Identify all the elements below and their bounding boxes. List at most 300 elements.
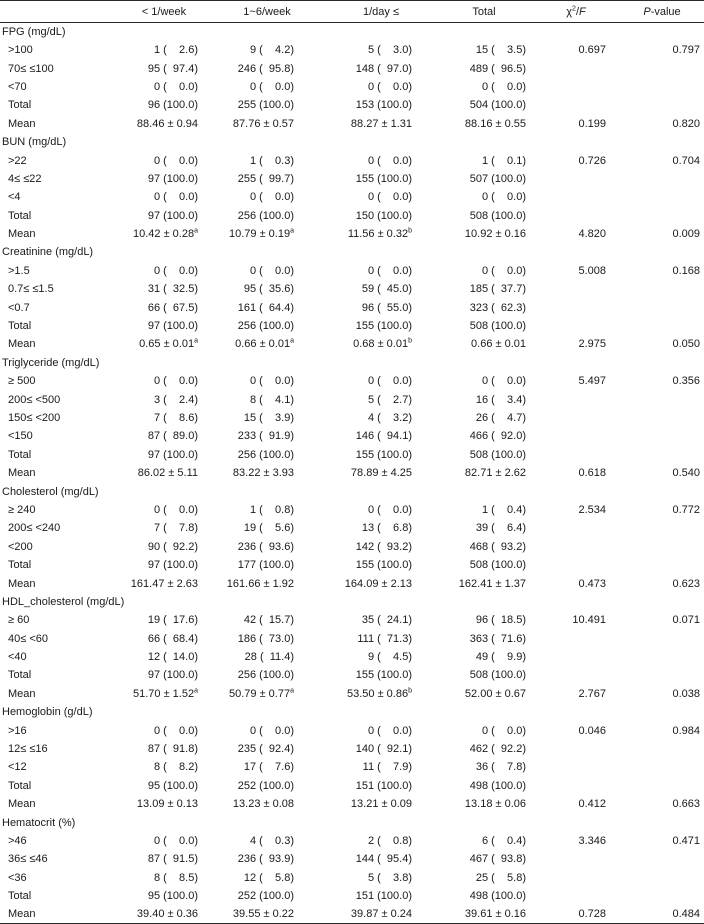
cell-value: 17 ( 7.6) — [243, 761, 294, 774]
table-row — [0, 317, 704, 335]
cell-col-6 — [620, 262, 704, 280]
cell-value: 82.71 ± 2.62 — [464, 467, 526, 480]
cell-value: 155 (100.0) — [355, 172, 412, 185]
cell-col-5 — [532, 317, 620, 335]
row-label: 70≤ ≤100 — [8, 62, 54, 75]
row-label: >1.5 — [8, 264, 30, 277]
cell-col-5 — [532, 574, 620, 592]
cell-col-6 — [620, 59, 704, 77]
cell-value: 0 ( 0.0) — [367, 375, 412, 388]
cell-col-1 — [120, 795, 208, 813]
cell-value: 186 ( 73.0) — [237, 632, 294, 645]
cell-value: 0.540 — [672, 467, 700, 480]
cell-col-3 — [326, 611, 436, 629]
cell-col-3 — [326, 519, 436, 537]
cell-value: 0.071 — [672, 614, 700, 627]
cell-value: 95 (100.0) — [147, 779, 198, 792]
cell-col-2 — [208, 298, 326, 316]
cell-value: 39.40 ± 0.36 — [136, 908, 198, 921]
table-row — [0, 611, 704, 629]
cell-value: 323 ( 62.3) — [469, 301, 526, 314]
cell-col-3 — [326, 427, 436, 445]
cell-col-1 — [120, 390, 208, 408]
cell-value: 0.412 — [578, 798, 606, 811]
cell-value: 4 ( 3.2) — [367, 412, 412, 424]
row-label: >22 — [8, 154, 27, 167]
cell-value: 508 (100.0) — [469, 320, 526, 333]
table-row — [0, 850, 704, 868]
cell-value: 5.008 — [578, 264, 606, 277]
cell-value: 19 ( 5.6) — [243, 522, 294, 535]
cell-col-3 — [326, 666, 436, 684]
cell-col-6 — [620, 832, 704, 850]
cell-col-6 — [620, 298, 704, 316]
cell-col-4 — [436, 740, 532, 758]
table-row — [0, 574, 704, 592]
cell-col-2 — [208, 96, 326, 114]
cell-value: 39.55 ± 0.22 — [232, 908, 294, 921]
row-label: >100 — [8, 44, 33, 57]
cell-col-3 — [326, 832, 436, 850]
cell-col-2 — [208, 335, 326, 353]
cell-value: 0 ( 0.0) — [481, 375, 526, 388]
group-superscript: b — [408, 687, 412, 695]
table-row — [0, 648, 704, 666]
cell-value: 0.623 — [672, 577, 700, 590]
cell-value: 0 ( 0.0) — [249, 191, 294, 204]
cell-col-3 — [326, 170, 436, 188]
cell-value: 0.473 — [578, 577, 606, 590]
cell-value: 66 ( 67.5) — [147, 301, 198, 314]
row-label: 4≤ ≤22 — [8, 172, 42, 185]
cell-col-3 — [326, 758, 436, 776]
cell-value: 151 (100.0) — [355, 890, 412, 903]
cell-value: 146 ( 94.1) — [355, 430, 412, 443]
cell-value: 97 (100.0) — [147, 448, 198, 461]
cell-col-2 — [208, 538, 326, 556]
cell-value: 161.66 ± 1.92 — [226, 577, 294, 590]
table-row — [0, 538, 704, 556]
cell-col-2 — [208, 280, 326, 298]
cell-value: 0.66 ± 0.01 — [471, 338, 526, 351]
cell-col-6 — [620, 78, 704, 96]
chi-superscript: 2 — [572, 4, 576, 12]
cell-value: 246 ( 95.8) — [237, 62, 294, 75]
header-chi-square-f — [532, 1, 620, 23]
row-label: >16 — [8, 724, 27, 737]
cell-col-6 — [620, 556, 704, 574]
cell-value: 0.728 — [578, 908, 606, 921]
cell-col-5 — [532, 170, 620, 188]
cell-col-4 — [436, 427, 532, 445]
section-row — [0, 354, 704, 372]
cell-value: 462 ( 92.2) — [469, 743, 526, 756]
cell-col-5 — [532, 41, 620, 59]
table-row — [0, 869, 704, 887]
cell-value: 155 (100.0) — [355, 559, 412, 572]
cell-col-6 — [620, 685, 704, 703]
cell-value: 0.68 ± 0.01 — [353, 338, 409, 351]
cell-value: 88.46 ± 0.94 — [136, 117, 198, 130]
table-row — [0, 115, 704, 133]
cell-value: 111 ( 71.3) — [357, 632, 412, 645]
cell-value: 4 ( 0.3) — [249, 834, 294, 847]
cell-col-5 — [532, 630, 620, 648]
cell-col-1 — [120, 151, 208, 169]
cell-value: 0 ( 0.0) — [481, 264, 526, 277]
cell-value: 256 (100.0) — [237, 320, 294, 333]
cell-value: 0.66 ± 0.01 — [235, 338, 291, 351]
cell-col-3 — [326, 501, 436, 519]
cell-col-3 — [326, 188, 436, 206]
table-row — [0, 795, 704, 813]
cell-value: 0 ( 0.0) — [367, 80, 412, 93]
cell-value: 144 ( 95.4) — [355, 853, 412, 866]
cell-col-5 — [532, 335, 620, 353]
cell-col-4 — [436, 96, 532, 114]
cell-value: 0 ( 0.0) — [481, 191, 526, 204]
cell-col-6 — [620, 519, 704, 537]
cell-value: 151 (100.0) — [355, 779, 412, 792]
cell-col-2 — [208, 372, 326, 390]
cell-value: 161.47 ± 2.63 — [130, 577, 198, 590]
table-row — [0, 78, 704, 96]
cell-col-2 — [208, 795, 326, 813]
cell-col-4 — [436, 574, 532, 592]
cell-col-1 — [120, 887, 208, 905]
cell-col-6 — [620, 648, 704, 666]
cell-col-1 — [120, 464, 208, 482]
cell-col-5 — [532, 207, 620, 225]
cell-col-3 — [326, 409, 436, 427]
cell-col-5 — [532, 446, 620, 464]
cell-col-6 — [620, 464, 704, 482]
row-label: ≥ 500 — [8, 375, 36, 388]
cell-col-4 — [436, 887, 532, 905]
cell-value: 96 ( 18.5) — [475, 614, 526, 627]
row-label: 200≤ <240 — [8, 522, 61, 535]
cell-col-5 — [532, 905, 620, 924]
cell-col-5 — [532, 740, 620, 758]
cell-value: 148 ( 97.0) — [355, 62, 412, 75]
section-title: FPG (mg/dL) — [2, 26, 66, 38]
cell-col-1 — [120, 648, 208, 666]
cell-col-5 — [532, 188, 620, 206]
cell-col-1 — [120, 740, 208, 758]
cell-value: 161 ( 64.4) — [237, 301, 294, 314]
value-suffix: -value — [650, 5, 681, 18]
cell-col-1 — [120, 556, 208, 574]
cell-col-5 — [532, 648, 620, 666]
cell-col-3 — [326, 795, 436, 813]
cell-value: 5 ( 3.8) — [367, 871, 412, 884]
cell-col-3 — [326, 280, 436, 298]
table-row — [0, 170, 704, 188]
cell-col-2 — [208, 685, 326, 703]
cell-col-6 — [620, 869, 704, 887]
cell-col-5 — [532, 721, 620, 739]
cell-value: 185 ( 37.7) — [469, 283, 526, 296]
cell-col-4 — [436, 666, 532, 684]
cell-col-6 — [620, 427, 704, 445]
cell-col-1 — [120, 721, 208, 739]
cell-value: 11 ( 7.9) — [362, 761, 412, 774]
group-superscript: a — [194, 227, 198, 235]
cell-value: 1 ( 0.4) — [481, 503, 526, 516]
row-label: Mean — [8, 338, 36, 351]
cell-col-5 — [532, 758, 620, 776]
cell-col-3 — [326, 538, 436, 556]
row-label: Total — [8, 448, 32, 461]
cell-value: 2.534 — [578, 503, 606, 516]
cell-col-3 — [326, 685, 436, 703]
cell-col-4 — [436, 556, 532, 574]
cell-col-6 — [620, 574, 704, 592]
row-label: Mean — [0, 905, 120, 924]
cell-col-4 — [436, 262, 532, 280]
section-row — [0, 243, 704, 261]
cell-col-4 — [436, 151, 532, 169]
cell-value: 87 ( 89.0) — [147, 430, 198, 443]
cell-value: 466 ( 92.0) — [469, 430, 526, 443]
cell-col-4 — [436, 501, 532, 519]
cell-col-6 — [620, 758, 704, 776]
table-row — [0, 519, 704, 537]
cell-col-4 — [436, 611, 532, 629]
cell-value: 0.009 — [672, 228, 700, 241]
cell-col-2 — [208, 666, 326, 684]
cell-col-6 — [620, 409, 704, 427]
cell-col-2 — [208, 225, 326, 243]
cell-value: 0 ( 0.0) — [153, 834, 198, 847]
cell-value: 164.09 ± 2.13 — [344, 577, 412, 590]
cell-col-4 — [436, 519, 532, 537]
section-title: BUN (mg/dL) — [2, 136, 67, 149]
cell-col-4 — [436, 869, 532, 887]
cell-col-4 — [436, 372, 532, 390]
cell-value: 0.797 — [672, 44, 700, 57]
cell-value: 0.471 — [672, 834, 700, 847]
cell-col-1 — [120, 78, 208, 96]
cell-col-3 — [326, 207, 436, 225]
cell-value: 15 ( 3.5) — [475, 44, 526, 57]
header-1-6-week: 1~6/week — [208, 1, 326, 23]
cell-col-2 — [208, 556, 326, 574]
cell-value: 0 ( 0.0) — [153, 724, 198, 737]
cell-value: 0.65 ± 0.01 — [139, 338, 195, 351]
cell-col-5 — [532, 372, 620, 390]
cell-col-2 — [208, 409, 326, 427]
cell-value: 235 ( 92.4) — [237, 743, 294, 756]
cell-value: 0 ( 0.0) — [367, 191, 412, 204]
cell-col-1 — [120, 832, 208, 850]
cell-value: 83.22 ± 3.93 — [232, 467, 294, 480]
cell-col-1 — [120, 666, 208, 684]
table-row — [0, 630, 704, 648]
cell-value: 0.046 — [578, 724, 606, 737]
cell-value: 236 ( 93.6) — [237, 540, 294, 553]
cell-value: 19 ( 17.6) — [147, 614, 198, 627]
cell-value: 3.346 — [578, 834, 606, 847]
cell-col-4 — [436, 317, 532, 335]
table-row — [0, 446, 704, 464]
p-letter: P — [643, 5, 651, 18]
row-label: <0.7 — [8, 301, 30, 314]
cell-value: 10.42 ± 0.28 — [133, 228, 195, 241]
cell-value: 3 ( 2.4) — [153, 393, 198, 406]
table-row — [0, 96, 704, 114]
cell-col-1 — [120, 777, 208, 795]
cell-col-5 — [532, 427, 620, 445]
cell-value: 0.772 — [672, 503, 700, 516]
cell-col-1 — [120, 280, 208, 298]
cell-value: 51.70 ± 1.52 — [133, 687, 195, 700]
cell-value: 6 ( 0.4) — [481, 834, 526, 847]
cell-col-4 — [436, 188, 532, 206]
row-label: <200 — [8, 540, 33, 553]
cell-value: 0 ( 0.0) — [367, 503, 412, 516]
cell-col-3 — [326, 850, 436, 868]
cell-value: 1 ( 0.3) — [249, 154, 294, 167]
table-row — [0, 335, 704, 353]
cell-col-5 — [532, 887, 620, 905]
cell-col-3 — [326, 262, 436, 280]
cell-col-5 — [532, 777, 620, 795]
cell-col-2 — [208, 630, 326, 648]
cell-value: 5 ( 3.0) — [367, 44, 412, 57]
row-label: Mean — [8, 798, 36, 811]
cell-value: 13.23 ± 0.08 — [232, 798, 294, 811]
cell-col-2 — [208, 850, 326, 868]
cell-value: 97 (100.0) — [147, 320, 198, 333]
cell-value: 0 ( 0.0) — [153, 154, 198, 167]
cell-value: 7 ( 8.6) — [153, 412, 198, 424]
cell-value: 0 ( 0.0) — [249, 264, 294, 277]
cell-col-5 — [532, 611, 620, 629]
cell-col-4 — [436, 409, 532, 427]
cell-value: 0 ( 0.0) — [249, 80, 294, 93]
cell-col-5 — [532, 832, 620, 850]
cell-col-2 — [208, 758, 326, 776]
cell-col-2 — [208, 519, 326, 537]
cell-value: 0 ( 0.0) — [153, 264, 198, 277]
table-row — [0, 427, 704, 445]
table-row — [0, 188, 704, 206]
table-row — [0, 832, 704, 850]
cell-value: 4.820 — [578, 228, 606, 241]
cell-value: 236 ( 93.9) — [237, 853, 294, 866]
slash: / — [575, 5, 579, 18]
row-label: Total — [8, 779, 32, 792]
cell-col-1 — [120, 427, 208, 445]
cell-value: 0.663 — [672, 798, 700, 811]
cell-col-6 — [620, 905, 704, 924]
cell-col-1 — [120, 96, 208, 114]
cell-col-2 — [208, 170, 326, 188]
cell-col-1 — [120, 501, 208, 519]
cell-col-4 — [436, 538, 532, 556]
cell-col-1 — [120, 170, 208, 188]
cell-value: 155 (100.0) — [355, 448, 412, 461]
cell-col-5 — [532, 795, 620, 813]
cell-value: 467 ( 93.8) — [469, 853, 526, 866]
cell-value: 95 (100.0) — [147, 890, 198, 903]
cell-col-4 — [436, 464, 532, 482]
row-label: <40 — [8, 651, 27, 664]
cell-value: 13.18 ± 0.06 — [464, 798, 526, 811]
cell-value: 0 ( 0.0) — [249, 724, 294, 737]
cell-value: 53.50 ± 0.86 — [347, 687, 409, 700]
table-row — [0, 225, 704, 243]
cell-col-2 — [208, 777, 326, 795]
table-row — [0, 372, 704, 390]
cell-col-2 — [208, 905, 326, 924]
cell-col-5 — [532, 685, 620, 703]
cell-col-1 — [120, 207, 208, 225]
section-title: Creatinine (mg/dL) — [2, 246, 94, 259]
section-row — [0, 133, 704, 151]
cell-col-3 — [326, 151, 436, 169]
row-label: 12≤ ≤16 — [8, 743, 48, 756]
cell-value: 36 ( 7.8) — [475, 761, 526, 774]
cell-col-2 — [208, 207, 326, 225]
cell-col-1 — [120, 317, 208, 335]
cell-value: 96 ( 55.0) — [361, 301, 412, 314]
cell-col-3 — [326, 721, 436, 739]
table-row — [0, 666, 704, 684]
row-label: 200≤ <500 — [8, 393, 61, 406]
cell-col-4 — [436, 225, 532, 243]
cell-col-4 — [436, 777, 532, 795]
cell-value: 255 (100.0) — [237, 99, 294, 112]
cell-value: 256 (100.0) — [237, 448, 294, 461]
cell-col-6 — [620, 41, 704, 59]
cell-value: 87 ( 91.8) — [147, 743, 198, 756]
header-less-1-week: < 1/week — [120, 1, 208, 23]
cell-col-3 — [326, 905, 436, 924]
cell-col-5 — [532, 869, 620, 887]
cell-col-2 — [208, 464, 326, 482]
cell-value: 0 ( 0.0) — [153, 503, 198, 516]
cell-col-3 — [326, 390, 436, 408]
cell-col-6 — [620, 795, 704, 813]
cell-value: 508 (100.0) — [469, 559, 526, 572]
cell-col-4 — [436, 170, 532, 188]
cell-value: 95 ( 35.6) — [243, 283, 294, 296]
cell-col-2 — [208, 41, 326, 59]
cell-col-4 — [436, 207, 532, 225]
cell-col-3 — [326, 869, 436, 887]
cell-col-6 — [620, 207, 704, 225]
table-row — [0, 758, 704, 776]
cell-col-5 — [532, 538, 620, 556]
cell-col-2 — [208, 115, 326, 133]
cell-col-4 — [436, 721, 532, 739]
cell-col-3 — [326, 317, 436, 335]
cell-col-3 — [326, 115, 436, 133]
cell-value: 10.491 — [572, 614, 606, 627]
cell-value: 0 ( 0.0) — [367, 264, 412, 277]
cell-col-3 — [326, 41, 436, 59]
group-superscript: a — [290, 687, 294, 695]
cell-col-3 — [326, 298, 436, 316]
cell-col-2 — [208, 740, 326, 758]
cell-col-1 — [120, 446, 208, 464]
cell-value: 0 ( 0.0) — [481, 80, 526, 93]
table-row — [0, 151, 704, 169]
cell-col-2 — [208, 151, 326, 169]
cell-value: 252 (100.0) — [237, 890, 294, 903]
